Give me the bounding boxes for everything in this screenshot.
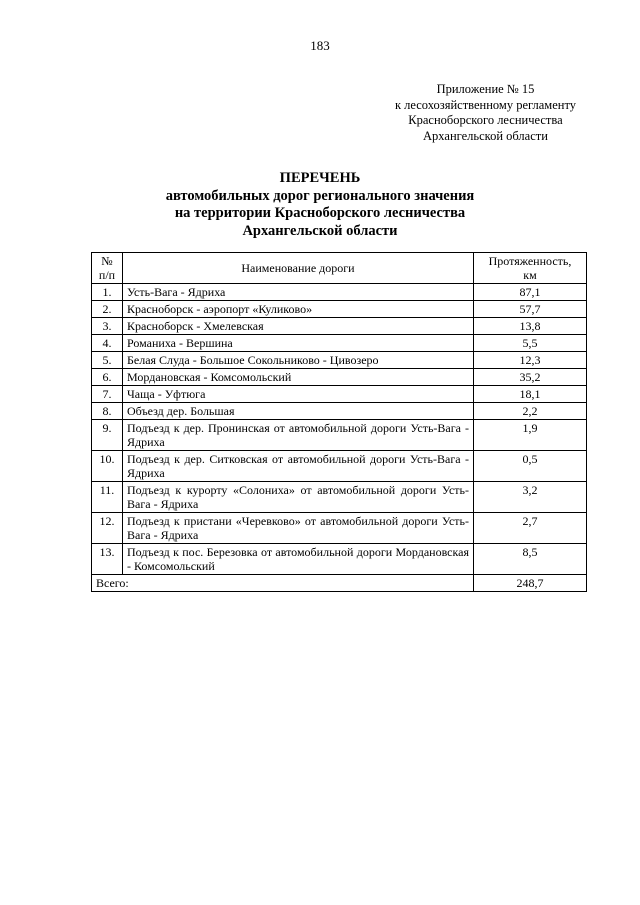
row-number: 10. bbox=[92, 451, 123, 482]
total-label: Всего: bbox=[92, 575, 474, 592]
row-number: 11. bbox=[92, 482, 123, 513]
row-length: 12,3 bbox=[474, 352, 587, 369]
row-road-name: Подъезд к курорту «Солониха» от автомобильной дороги Усть-Вага - Ядриха bbox=[123, 482, 474, 513]
row-road-name: Романиха - Вершина bbox=[123, 335, 474, 352]
row-number: 4. bbox=[92, 335, 123, 352]
row-length: 2,7 bbox=[474, 513, 587, 544]
row-road-name: Объезд дер. Большая bbox=[123, 403, 474, 420]
header-length bbox=[474, 253, 587, 284]
header-number-line-1: № bbox=[101, 254, 113, 268]
total-length: 248,7 bbox=[474, 575, 587, 592]
header-road-name: Наименование дороги bbox=[123, 253, 474, 284]
row-number: 7. bbox=[92, 386, 123, 403]
appendix-line-2: к лесохозяйственному регламенту bbox=[394, 97, 576, 112]
appendix-line-4: Архангельской области bbox=[423, 128, 548, 143]
header-length-line-1: Протяженность, bbox=[488, 254, 572, 268]
row-number: 12. bbox=[92, 513, 123, 544]
row-length: 8,5 bbox=[474, 544, 587, 575]
table-row bbox=[92, 318, 587, 335]
table-row bbox=[92, 369, 587, 386]
row-number: 1. bbox=[92, 284, 123, 301]
row-road-name: Подъезд к пос. Березовка от автомобильной дороги Мордановская - Комсомольский bbox=[123, 544, 474, 575]
row-length: 35,2 bbox=[474, 369, 587, 386]
row-road-name: Подъезд к дер. Пронинская от автомобильной дороги Усть-Вага - Ядриха bbox=[123, 420, 474, 451]
header-number-line-2: п/п bbox=[98, 268, 116, 282]
row-number: 2. bbox=[92, 301, 123, 318]
row-road-name: Красноборск - аэропорт «Куликово» bbox=[123, 301, 474, 318]
row-length: 1,9 bbox=[474, 420, 587, 451]
row-road-name: Мордановская - Комсомольский bbox=[123, 369, 474, 386]
table-row bbox=[92, 352, 587, 369]
row-number: 5. bbox=[92, 352, 123, 369]
table-row bbox=[92, 386, 587, 403]
table-row bbox=[92, 544, 587, 575]
header-number bbox=[92, 253, 123, 284]
page-number: 183 bbox=[310, 38, 330, 53]
row-number: 6. bbox=[92, 369, 123, 386]
appendix-note bbox=[395, 82, 576, 144]
title-line-4: Архангельской области bbox=[242, 222, 398, 239]
row-length: 13,8 bbox=[474, 318, 587, 335]
row-number: 13. bbox=[92, 544, 123, 575]
table-row bbox=[92, 335, 587, 352]
table-row bbox=[92, 284, 587, 301]
row-number: 8. bbox=[92, 403, 123, 420]
header-length-line-2: км bbox=[523, 268, 537, 282]
row-length: 57,7 bbox=[474, 301, 587, 318]
row-length: 87,1 bbox=[474, 284, 587, 301]
row-road-name: Красноборск - Хмелевская bbox=[123, 318, 474, 335]
total-row bbox=[92, 575, 587, 592]
row-road-name: Белая Слуда - Большое Сокольниково - Цивозеро bbox=[123, 352, 474, 369]
document-title bbox=[0, 170, 640, 240]
row-length: 5,5 bbox=[474, 335, 587, 352]
appendix-line-1: Приложение № 15 bbox=[436, 82, 535, 96]
roads-table bbox=[91, 252, 587, 592]
row-length: 0,5 bbox=[474, 451, 587, 482]
table-row bbox=[92, 301, 587, 318]
row-length: 18,1 bbox=[474, 386, 587, 403]
title-line-2: автомобильных дорог регионального значения bbox=[165, 187, 475, 204]
table-row bbox=[92, 513, 587, 544]
row-road-name: Подъезд к дер. Ситковская от автомобильной дороги Усть-Вага - Ядриха bbox=[123, 451, 474, 482]
row-length: 3,2 bbox=[474, 482, 587, 513]
table-row bbox=[92, 451, 587, 482]
appendix-line-3: Красноборского лесничества bbox=[408, 113, 563, 127]
title-line-3: на территории Красноборского лесничества bbox=[174, 205, 466, 221]
row-number: 9. bbox=[92, 420, 123, 451]
table-row bbox=[92, 403, 587, 420]
row-length: 2,2 bbox=[474, 403, 587, 420]
table-body bbox=[92, 284, 587, 575]
table-row bbox=[92, 420, 587, 451]
title-line-1: ПЕРЕЧЕНЬ bbox=[279, 170, 361, 186]
row-number: 3. bbox=[92, 318, 123, 335]
row-road-name: Подъезд к пристани «Черевково» от автомобильной дороги Усть-Вага - Ядриха bbox=[123, 513, 474, 544]
table-row bbox=[92, 482, 587, 513]
table-header-row bbox=[92, 253, 587, 284]
row-road-name: Чаща - Уфтюга bbox=[123, 386, 474, 403]
row-road-name: Усть-Вага - Ядриха bbox=[123, 284, 474, 301]
